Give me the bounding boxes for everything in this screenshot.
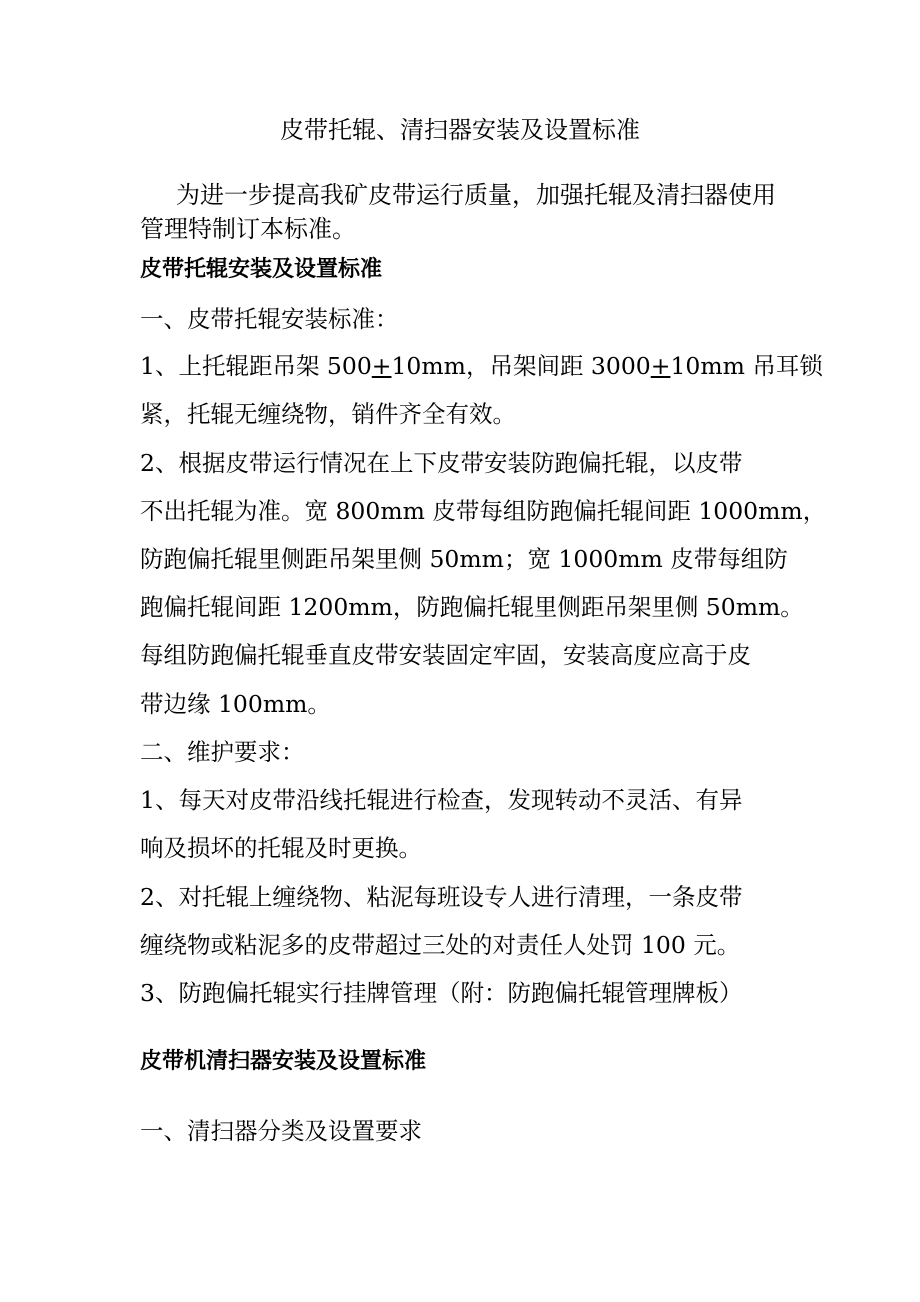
install-item-2-line-2: 不出托辊为准。宽 800mm 皮带每组防跑偏托辊间距 1000mm， — [140, 497, 827, 525]
section1-heading: 皮带托辊安装及设置标准 — [140, 257, 383, 282]
section2-heading: 皮带机清扫器安装及设置标准 — [140, 1049, 427, 1074]
install-item-2-line-3: 防跑偏托辊里侧距吊架里侧 50mm；宽 1000mm 皮带每组防 — [140, 545, 788, 573]
install-item-2-line-5: 每组防跑偏托辊垂直皮带安装固定牢固，安装高度应高于皮 — [140, 641, 751, 669]
section2-subheading-classification: 一、清扫器分类及设置要求 — [140, 1117, 422, 1145]
plus-minus-sign: + — [371, 352, 392, 380]
intro-paragraph: 为进一步提高我矿皮带运行质量，加强托辊及清扫器使用管理特制订本标准。 — [140, 181, 776, 243]
maintenance-item-2-line-2: 缠绕物或粘泥多的皮带超过三处的对责任人处罚 100 元。 — [140, 931, 741, 959]
install-item-1-line-2: 紧，托辊无缠绕物，销件齐全有效。 — [140, 400, 516, 428]
maintenance-item-1-line-2: 响及损坏的托辊及时更换。 — [140, 834, 422, 862]
install-item-1-line-1 — [140, 348, 823, 384]
plus-minus-sign: + — [650, 352, 671, 380]
section1-subheading-maintenance: 二、维护要求： — [140, 738, 305, 766]
maintenance-item-1-line-1: 1、每天对皮带沿线托辊进行检查，发现转动不灵活、有异 — [140, 786, 743, 814]
install-item-2-line-6: 带边缘 100mm。 — [140, 690, 331, 718]
document-title: 皮带托辊、清扫器安装及设置标准 — [280, 116, 640, 144]
maintenance-item-2-line-1: 2、对托辊上缠绕物、粘泥每班设专人进行清理，一条皮带 — [140, 883, 743, 911]
install-item-2-line-1: 2、根据皮带运行情况在上下皮带安装防跑偏托辊，以皮带 — [140, 449, 743, 477]
maintenance-item-3: 3、防跑偏托辊实行挂牌管理（附：防跑偏托辊管理牌板） — [140, 979, 743, 1007]
install-item-2-line-4: 跑偏托辊间距 1200mm，防跑偏托辊里侧距吊架里侧 50mm。 — [140, 593, 804, 621]
install-item-1-part-c: 10mm 吊耳锁 — [670, 352, 823, 380]
section1-subheading-install: 一、皮带托辊安装标准： — [140, 305, 399, 333]
install-item-1-part-a: 1、上托辊距吊架 500 — [140, 352, 372, 380]
install-item-1-part-b: 10mm，吊架间距 3000 — [391, 352, 651, 380]
